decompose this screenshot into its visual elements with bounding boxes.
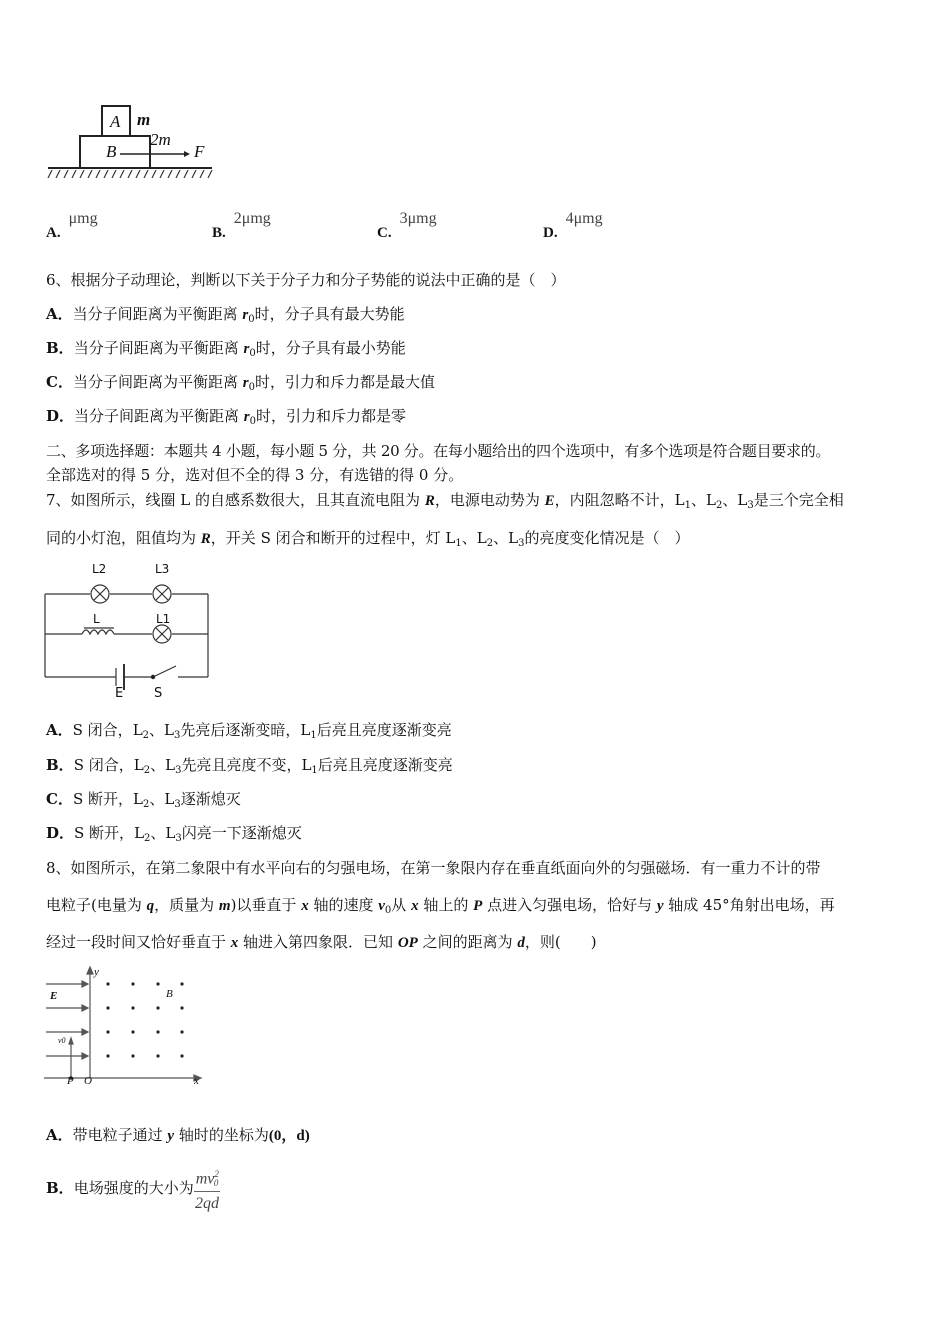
q7-option-a[interactable] [46,720,452,740]
q7-L: L [508,529,519,547]
q7-L: L [165,756,176,774]
point-p-label: P [67,1075,74,1087]
q7-sep: 、 [149,721,165,739]
q8-y: y [167,1128,175,1144]
q7-L: L [706,491,716,509]
q7-options-0-label: A． [46,721,73,739]
section2-instructions-1: 二、多项选择题：本题共 4 小题，每小题 5 分，共 20 分。在每小题给出的四个选项中，有多个选项是符合题目要求的。 [46,442,831,460]
q8-option-a[interactable] [46,1125,310,1146]
q7-options-2-label: C． [46,790,73,808]
q7-s2: 2 [143,765,151,776]
q7-L: L [133,790,143,808]
q8-l2f: 轴上的 [418,896,474,914]
q5-options-2-value: 3μmg [399,210,437,227]
q7-s3: 3 [174,799,181,810]
q7-options-3-pre: S 断开， [74,824,135,842]
q7-L: L [132,721,143,739]
q8-x: x [230,935,239,951]
q7-stem-line2 [46,528,689,549]
q7-L: L [737,491,748,509]
q6-options-3-post: 时，引力和斥力都是零 [256,407,407,425]
q8-l2a: 电粒子(电量为 [46,896,147,914]
q7-sep: 、 [150,756,166,774]
q7-options-1-pre: S 闭合， [73,756,134,774]
block-b-label: B [106,142,117,161]
q6-option-c[interactable] [46,372,435,393]
q7-options-1-label: B． [46,756,74,774]
q7-sep: 、 [149,790,165,808]
q8-optB-den: 2qd [195,1195,220,1213]
q7-l1c: ，内阻忽略不计， [554,491,675,509]
q8-optB-pre: 电场强度的大小为 [73,1179,194,1198]
q8-optA-pre: 带电粒子通过 [72,1126,168,1144]
q7-L: L [164,790,175,808]
block-a-label: A [110,112,121,131]
q7-l1d: 是三个完全相 [753,491,844,509]
q7-options-2-pre: S 断开， [72,790,133,808]
q6-stem: 6、根据分子动理论，判断以下关于分子力和分子势能的说法中正确的是（ ） [46,271,566,289]
q5-options-1-label: B. [212,225,226,241]
battery-label: E [115,686,124,701]
q6-options-2-label: C． [46,373,73,391]
q5-options-2-label: C. [377,225,392,241]
q5-options-3-label: D. [543,225,558,241]
force-label: F [194,142,205,161]
q8-v_sub: 0 [384,905,392,916]
q8-l2c: )以垂直于 [230,896,302,914]
q7-options-2-mid: 逐渐熄灭 [180,790,241,808]
q8-l2d: 轴的速度 [308,896,379,914]
q6-option-a[interactable] [46,304,405,325]
q7-s1: 1 [310,730,317,741]
q7-L: L [445,529,456,547]
q5-options-0-label: A. [46,225,61,241]
q7-options-0-post: 后亮且亮度逐渐变亮 [316,721,452,739]
q6-options-3-pre: 当分子间距离为平衡距离 [74,407,244,425]
q7-l1a: 7、如图所示，线圈 L 的自感系数很大，且其直流电阻为 [46,491,425,509]
q6-options-2-sub: 0 [248,382,255,393]
mass-b-label: 2m [150,130,171,149]
q5-option-b[interactable] [212,210,271,242]
q7-s2: 2 [142,799,150,810]
q7-L: L [301,756,312,774]
switch-label: S [154,686,163,701]
q8-stem-line3 [46,932,597,953]
q8-l3c: 之间的距离为 [417,933,518,951]
q7-option-b[interactable] [46,755,453,775]
q8-l2b: ，质量为 [154,896,219,914]
q7-L: L [134,824,145,842]
q8-l3b: 轴进入第四象限．已知 [238,933,398,951]
q6-options-3-label: D． [46,407,75,425]
q7-L: L [674,491,685,509]
field-e-label: E [50,990,58,1002]
q7-sep: 、 [461,529,477,547]
q7-s3: 3 [518,538,525,549]
q5-options-1-value: 2μmg [233,210,271,227]
q7-l2c: 的亮度变化情况是（ ） [524,529,690,547]
q6-options-0-label: A． [46,305,73,323]
q6-option-d[interactable] [46,406,406,427]
q6-options-0-post: 时，分子具有最大势能 [254,305,405,323]
q7-s3: 3 [747,500,754,511]
circuit-diagram [40,560,220,700]
q8-l2h: 轴成 45°角射出电场，再 [663,896,835,914]
section2-instructions-2: 全部选对的得 5 分，选对但不全的得 3 分，有选错的得 0 分。 [46,466,464,484]
q5-options-3-value: 4μmg [565,210,603,227]
q8-m: m [218,898,231,914]
q6-options-3-var: r [243,409,250,425]
q6-options-2-pre: 当分子间距离为平衡距离 [72,373,243,391]
q7-sep: 、 [150,824,166,842]
q6-options-2-post: 时，引力和斥力都是最大值 [254,373,435,391]
q6-options-1-label: B． [46,339,74,357]
q7-sep: 、 [493,529,509,547]
q8-x: x [411,898,419,914]
q5-option-a[interactable] [46,210,98,242]
q7-s3: 3 [175,833,182,844]
field-strength-fraction [194,1162,221,1216]
q8-optB-num_sup: 2 [214,1169,219,1179]
q8-v: v [378,898,385,914]
q6-options-1-var: r [243,341,250,357]
q7-L: L [300,721,311,739]
q7-s2: 2 [142,730,150,741]
q6-options-0-var: r [242,307,249,323]
q7-options-1-post: 后亮且亮度逐渐变亮 [317,756,453,774]
q7-R: R [424,493,435,509]
q8-option-b[interactable] [46,1162,220,1216]
q8-optB-label: B． [46,1179,74,1198]
q6-options-1-pre: 当分子间距离为平衡距离 [73,339,244,357]
q7-options-1-mid: 先亮且亮度不变， [181,756,302,774]
q8-y: y [656,898,664,914]
q7-options-3-label: D． [46,824,75,842]
q6-options-2-var: r [242,375,249,391]
q8-optA-coord: (0，d) [268,1128,310,1144]
q7-option-d[interactable] [46,823,302,843]
q8-l2e: 从 [391,896,412,914]
q8-l3d: ，则( ) [524,933,597,951]
q7-s1: 1 [311,765,318,776]
q7-s3: 3 [175,765,182,776]
q8-optA-label: A． [46,1126,73,1144]
q8-x: x [301,898,309,914]
q6-options-3-sub: 0 [249,416,257,427]
q7-R: R [200,531,211,547]
q7-L: L [165,824,176,842]
q8-optA-post: 轴时的坐标为 [174,1126,269,1144]
origin-label: O [84,1075,92,1087]
q6-option-b[interactable] [46,338,406,359]
q5-option-d[interactable] [543,210,603,242]
inductor-label: L [93,612,100,626]
q7-stem-line1 [46,490,844,511]
q7-options-0-pre: S 闭合， [72,721,133,739]
lamp-l2-label: L2 [92,562,107,576]
q7-options-3-mid: 闪亮一下逐渐熄灭 [181,824,302,842]
q7-sep: 、 [722,491,738,509]
q6-options-0-sub: 0 [248,314,255,325]
q6-options-1-sub: 0 [249,348,256,359]
lamp-l1-label: L1 [156,612,171,626]
q8-optB-num: mv [195,1170,215,1188]
lamp-l3-label: L3 [155,562,170,576]
q7-l1b: ，电源电动势为 [434,491,545,509]
q7-L: L [476,529,487,547]
q7-s3: 3 [174,730,181,741]
q7-s2: 2 [144,833,151,844]
field-b-label: B [166,988,173,1000]
q8-l2g: 点进入匀强电场，恰好与 [482,896,657,914]
q8-d: d [517,935,525,951]
q6-options-0-pre: 当分子间距离为平衡距离 [72,305,243,323]
q5-option-c[interactable] [377,210,437,242]
q7-E: E [544,493,555,509]
q8-optB-num_sub: 0 [213,1178,219,1189]
q7-s2: 2 [715,500,723,511]
q8-P: P [473,898,483,914]
q7-L: L [164,721,175,739]
q7-s1: 1 [455,538,462,549]
x-axis-label: x [194,1075,199,1087]
q7-s2: 2 [486,538,494,549]
q7-sep: 、 [690,491,706,509]
q6-options-1-post: 时，分子具有最小势能 [255,339,406,357]
q7-option-c[interactable] [46,789,241,809]
q7-s1: 1 [684,500,691,511]
q8-stem-line2 [46,895,835,916]
q7-L: L [133,756,144,774]
q7-options-0-mid: 先亮后逐渐变暗， [180,721,301,739]
q7-l2b: ，开关 S 闭合和断开的过程中，灯 [210,529,446,547]
q8-l3a: 经过一段时间又恰好垂直于 [46,933,231,951]
q8-OP: OP [397,935,418,951]
q8-stem-line1: 8、如图所示，在第二象限中有水平向右的匀强电场，在第一象限内存在垂直纸面向外的匀强磁场．有一重力不计的带 [46,859,821,877]
field-diagram [44,966,204,1086]
mass-a-label: m [137,110,151,129]
q7-l2a: 同的小灯泡，阻值均为 [46,529,201,547]
q8-q: q [146,898,155,914]
q5-options-0-value: μmg [68,210,98,227]
y-axis-label: y [94,966,99,978]
velocity-label: v0 [58,1036,66,1045]
